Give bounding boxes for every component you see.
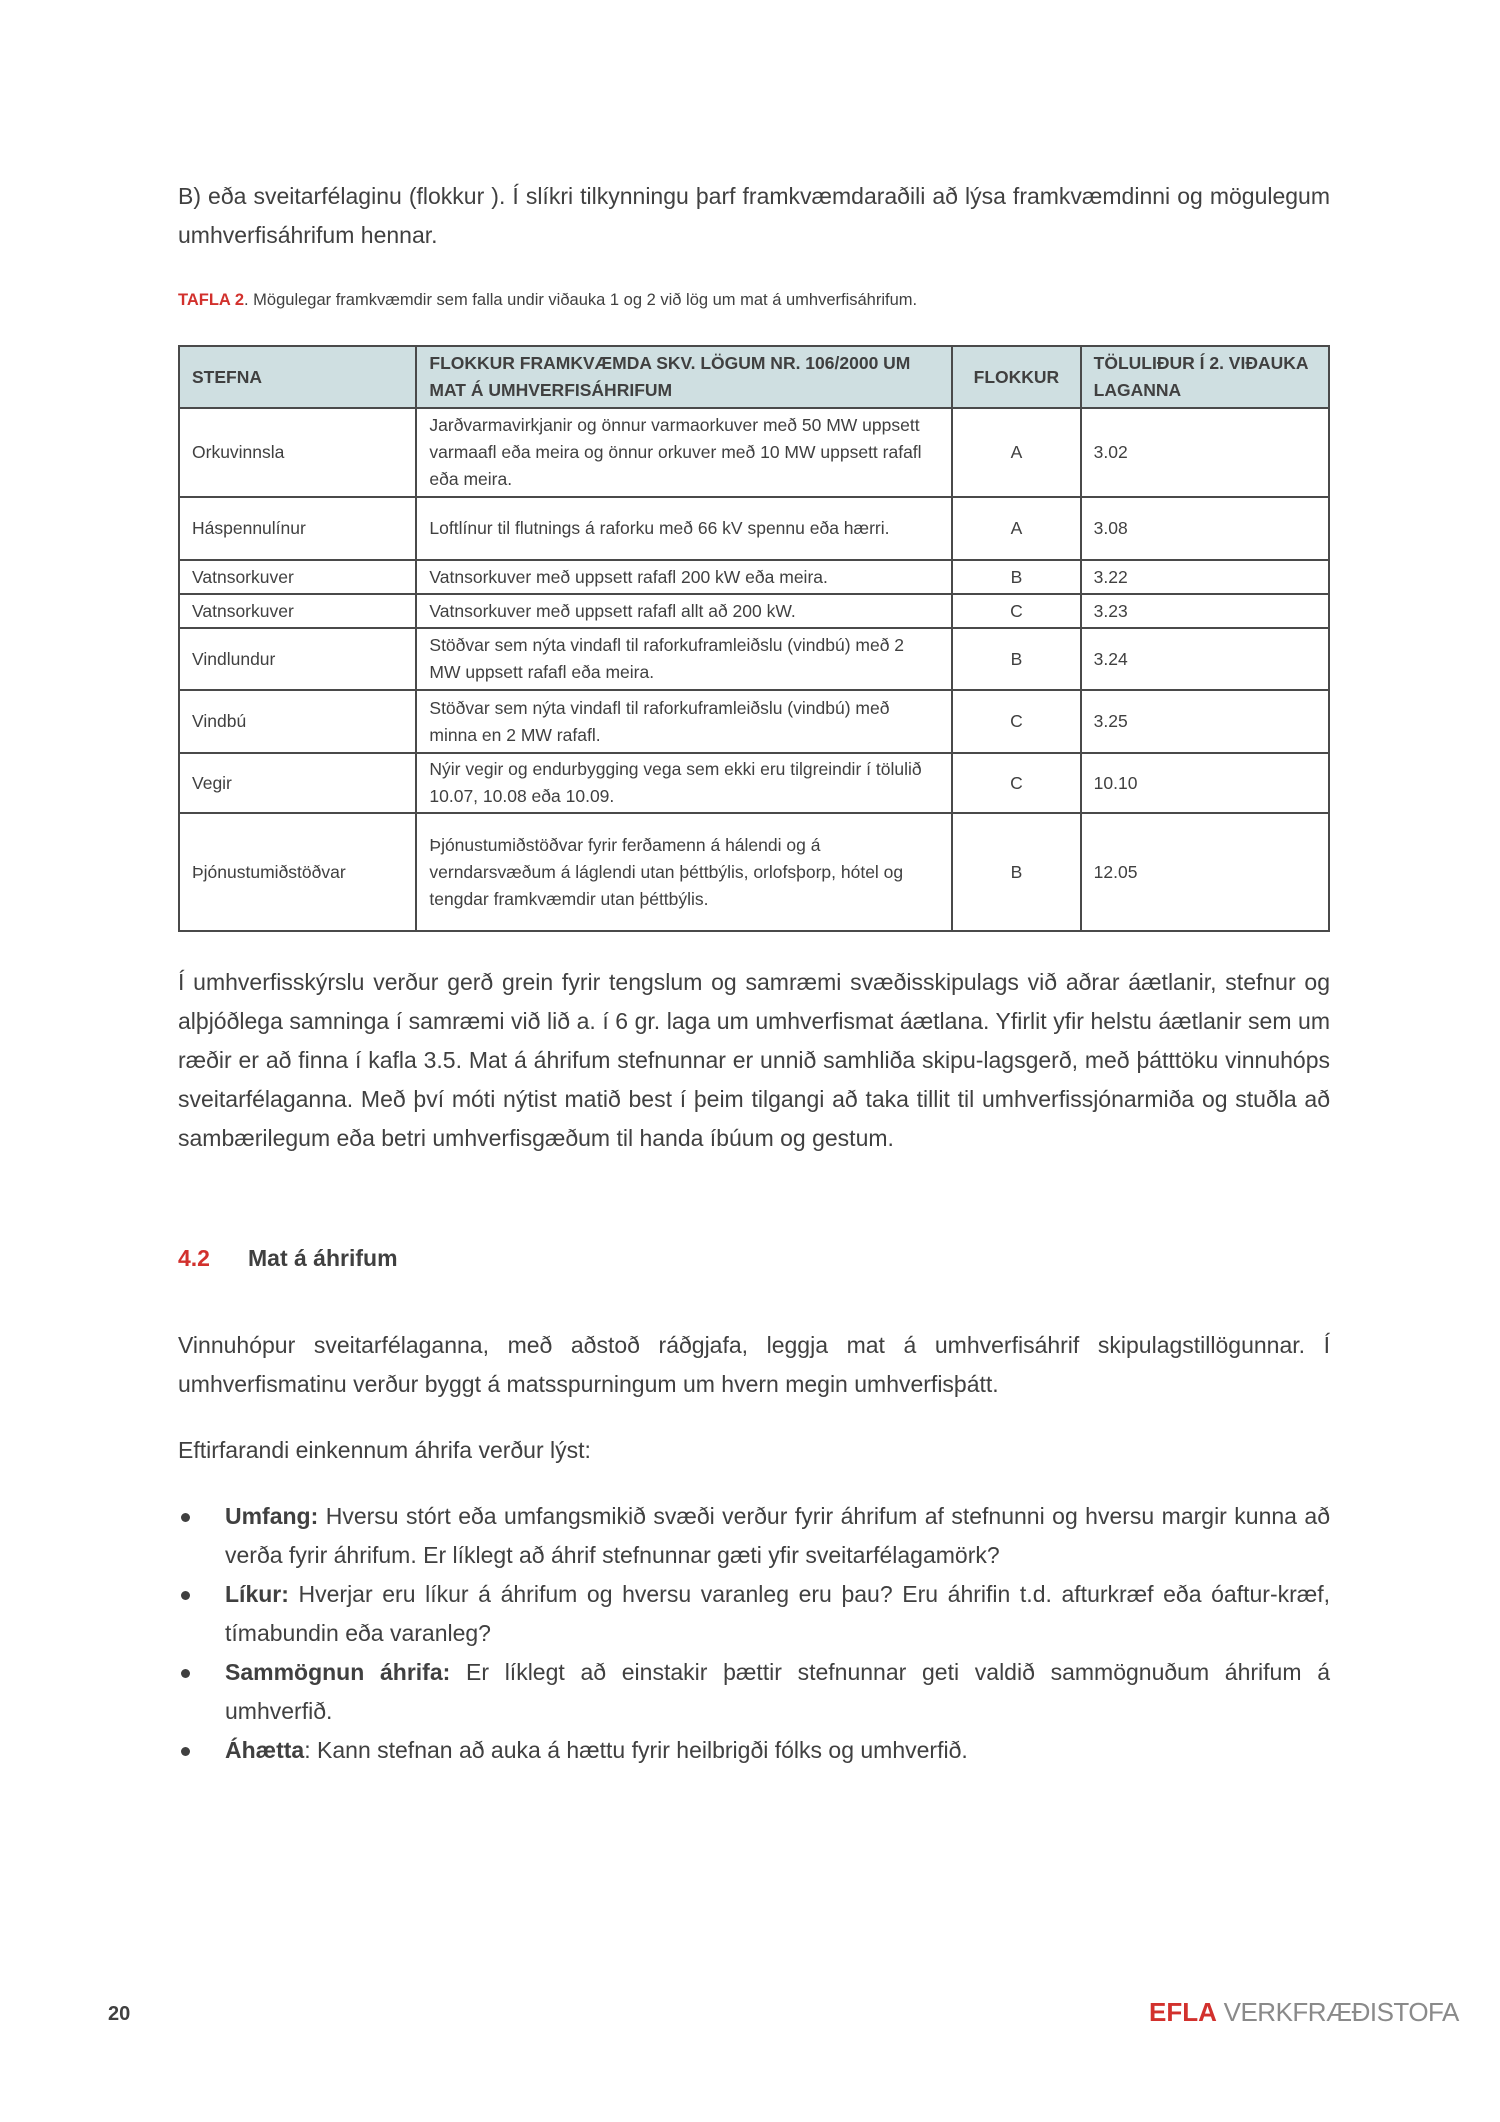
brand-logo bbox=[1149, 1997, 1459, 2028]
cell-flokkur: C bbox=[952, 594, 1081, 628]
cell-tolulidur: 12.05 bbox=[1081, 813, 1329, 931]
cell-tolulidur: 10.10 bbox=[1081, 753, 1329, 813]
brand-bold: EFLA bbox=[1149, 1997, 1217, 2027]
cell-stefna: Háspennulínur bbox=[179, 497, 416, 560]
table-caption bbox=[178, 291, 917, 310]
list-item bbox=[178, 1497, 1330, 1575]
cell-flokkur: C bbox=[952, 753, 1081, 813]
cell-stefna: Vindlundur bbox=[179, 628, 416, 690]
table-row bbox=[179, 594, 1329, 628]
section-paragraph: Vinnuhópur sveitarfélaganna, með aðstoð ráðgjafa, leggja mat á umhverfisáhrif skipulagstillögunnar. Í umhverfismatinu verður byggt á matsspurningum um hvern megin umhverfisþátt. bbox=[178, 1332, 1330, 1397]
cell-lysing: Þjónustumiðstöðvar fyrir ferðamenn á hálendi og á verndarsvæðum á láglendi utan þéttbýlis, orlofsþorp, hótel og tengdar framkvæmdir utan þéttbýlis. bbox=[416, 813, 952, 931]
table-row bbox=[179, 628, 1329, 690]
cell-tolulidur: 3.24 bbox=[1081, 628, 1329, 690]
list-item-term: Líkur: bbox=[225, 1581, 289, 1607]
cell-flokkur: A bbox=[952, 497, 1081, 560]
table-row bbox=[179, 497, 1329, 560]
cell-lysing: Vatnsorkuver með uppsett rafafl allt að 200 kW. bbox=[416, 594, 952, 628]
cell-flokkur: B bbox=[952, 813, 1081, 931]
bullet-icon bbox=[181, 1747, 190, 1756]
cell-tolulidur: 3.25 bbox=[1081, 690, 1329, 753]
intro-paragraph: B) eða sveitarfélaginu (flokkur ). Í slíkri tilkynningu þarf framkvæmdaraðili að lýsa framkvæmdinni og mögulegum umhverfisáhrifum hennar. bbox=[178, 183, 1330, 248]
brand-light: VERKFRÆÐISTOFA bbox=[1216, 1997, 1459, 2027]
cell-lysing: Stöðvar sem nýta vindafl til raforkuframleiðslu (vindbú) með minna en 2 MW rafafl. bbox=[416, 690, 952, 753]
table-header-row bbox=[179, 346, 1329, 408]
cell-stefna: Vegir bbox=[179, 753, 416, 813]
cell-flokkur: A bbox=[952, 408, 1081, 497]
bullet-icon bbox=[181, 1513, 190, 1522]
list-item-text: Hverjar eru líkur á áhrifum og hversu varanleg eru þau? Eru áhrifin t.d. afturkræf eða óaftur-kræf, tímabundin eða varanleg? bbox=[225, 1581, 1330, 1646]
list-item-text: Hversu stórt eða umfangsmikið svæði verður fyrir áhrifum af stefnunni og hversu margir kunna að verða fyrir áhrifum. Er líklegt að áhrif stefnunnar gæti yfir sveitarfélagamörk? bbox=[225, 1503, 1330, 1568]
cell-flokkur: B bbox=[952, 560, 1081, 594]
cell-lysing: Vatnsorkuver með uppsett rafafl 200 kW eða meira. bbox=[416, 560, 952, 594]
cell-tolulidur: 3.23 bbox=[1081, 594, 1329, 628]
cell-stefna: Vindbú bbox=[179, 690, 416, 753]
cell-lysing: Loftlínur til flutnings á raforku með 66 kV spennu eða hærri. bbox=[416, 497, 952, 560]
projects-table bbox=[178, 345, 1330, 932]
cell-lysing: Jarðvarmavirkjanir og önnur varmaorkuver með 50 MW uppsett varmaafl eða meira og önnur orkuver með 10 MW uppsett rafafl eða meira. bbox=[416, 408, 952, 497]
list-item bbox=[178, 1653, 1330, 1731]
header-flokkur-framkvaemda: FLOKKUR FRAMKVÆMDA SKV. LÖGUM NR. 106/2000 UM MAT Á UMHVERFISÁHRIFUM bbox=[416, 346, 952, 408]
table-row bbox=[179, 813, 1329, 931]
header-stefna: STEFNA bbox=[179, 346, 416, 408]
list-item-term: Sammögnun áhrifa: bbox=[225, 1659, 451, 1685]
header-flokkur: FLOKKUR bbox=[952, 346, 1081, 408]
table-row bbox=[179, 690, 1329, 753]
list-item bbox=[178, 1731, 1330, 1770]
cell-lysing: Nýir vegir og endurbygging vega sem ekki eru tilgreindir í tölulið 10.07, 10.08 eða 10.09. bbox=[416, 753, 952, 813]
list-item-term: Áhætta bbox=[225, 1737, 305, 1763]
section-heading bbox=[178, 1245, 398, 1272]
table-caption-text: . Mögulegar framkvæmdir sem falla undir viðauka 1 og 2 við lög um mat á umhverfisáhrifum. bbox=[244, 291, 918, 309]
bullet-icon bbox=[181, 1669, 190, 1678]
header-tolulidur: TÖLULIÐUR Í 2. VIÐAUKA LAGANNA bbox=[1081, 346, 1329, 408]
bullet-icon bbox=[181, 1591, 190, 1600]
table-row bbox=[179, 408, 1329, 497]
list-item-term: Umfang: bbox=[225, 1503, 319, 1529]
list-item-text: Er líklegt að einstakir þættir stefnunnar geti valdið sammögnuðum áhrifum á umhverfið. bbox=[225, 1659, 1330, 1724]
cell-flokkur: B bbox=[952, 628, 1081, 690]
section-number: 4.2 bbox=[178, 1245, 210, 1271]
cell-stefna: Orkuvinnsla bbox=[179, 408, 416, 497]
table-caption-label: TAFLA 2 bbox=[178, 291, 244, 309]
cell-lysing: Stöðvar sem nýta vindafl til raforkuframleiðslu (vindbú) með 2 MW uppsett rafafl eða meira. bbox=[416, 628, 952, 690]
list-item-text: : Kann stefnan að auka á hættu fyrir heilbrigði fólks og umhverfið. bbox=[304, 1737, 968, 1763]
cell-tolulidur: 3.02 bbox=[1081, 408, 1329, 497]
cell-flokkur: C bbox=[952, 690, 1081, 753]
cell-stefna: Þjónustumiðstöðvar bbox=[179, 813, 416, 931]
list-intro: Eftirfarandi einkennum áhrifa verður lýst: bbox=[178, 1437, 591, 1463]
section-title: Mat á áhrifum bbox=[248, 1245, 398, 1271]
paragraph-after-table: Í umhverfisskýrslu verður gerð grein fyrir tengslum og samræmi svæðisskipulags við aðrar áætlanir, stefnur og alþjóðlega samninga í samræmi við lið a. í 6 gr. laga um umhverfismat áætlana. Yfirlit yfir helstu áætlanir sem um ræðir er að finna í kafla 3.5. Mat á áhrifum stefnunnar er unnið samhliða skipu-lagsgerð, með þátttöku vinnuhóps sveitarfélaganna. Með því móti nýtist matið best í þeim tilgangi að taka tillit til umhverfissjónarmiða og stuðla að sambærilegum eða betri umhverfisgæðum til handa íbúum og gestum. bbox=[178, 969, 1330, 1151]
cell-stefna: Vatnsorkuver bbox=[179, 560, 416, 594]
cell-tolulidur: 3.08 bbox=[1081, 497, 1329, 560]
table-row bbox=[179, 560, 1329, 594]
table-row bbox=[179, 753, 1329, 813]
cell-stefna: Vatnsorkuver bbox=[179, 594, 416, 628]
list-item bbox=[178, 1575, 1330, 1653]
impact-characteristics-list bbox=[178, 1497, 1330, 1770]
page-number: 20 bbox=[108, 2003, 131, 2025]
cell-tolulidur: 3.22 bbox=[1081, 560, 1329, 594]
